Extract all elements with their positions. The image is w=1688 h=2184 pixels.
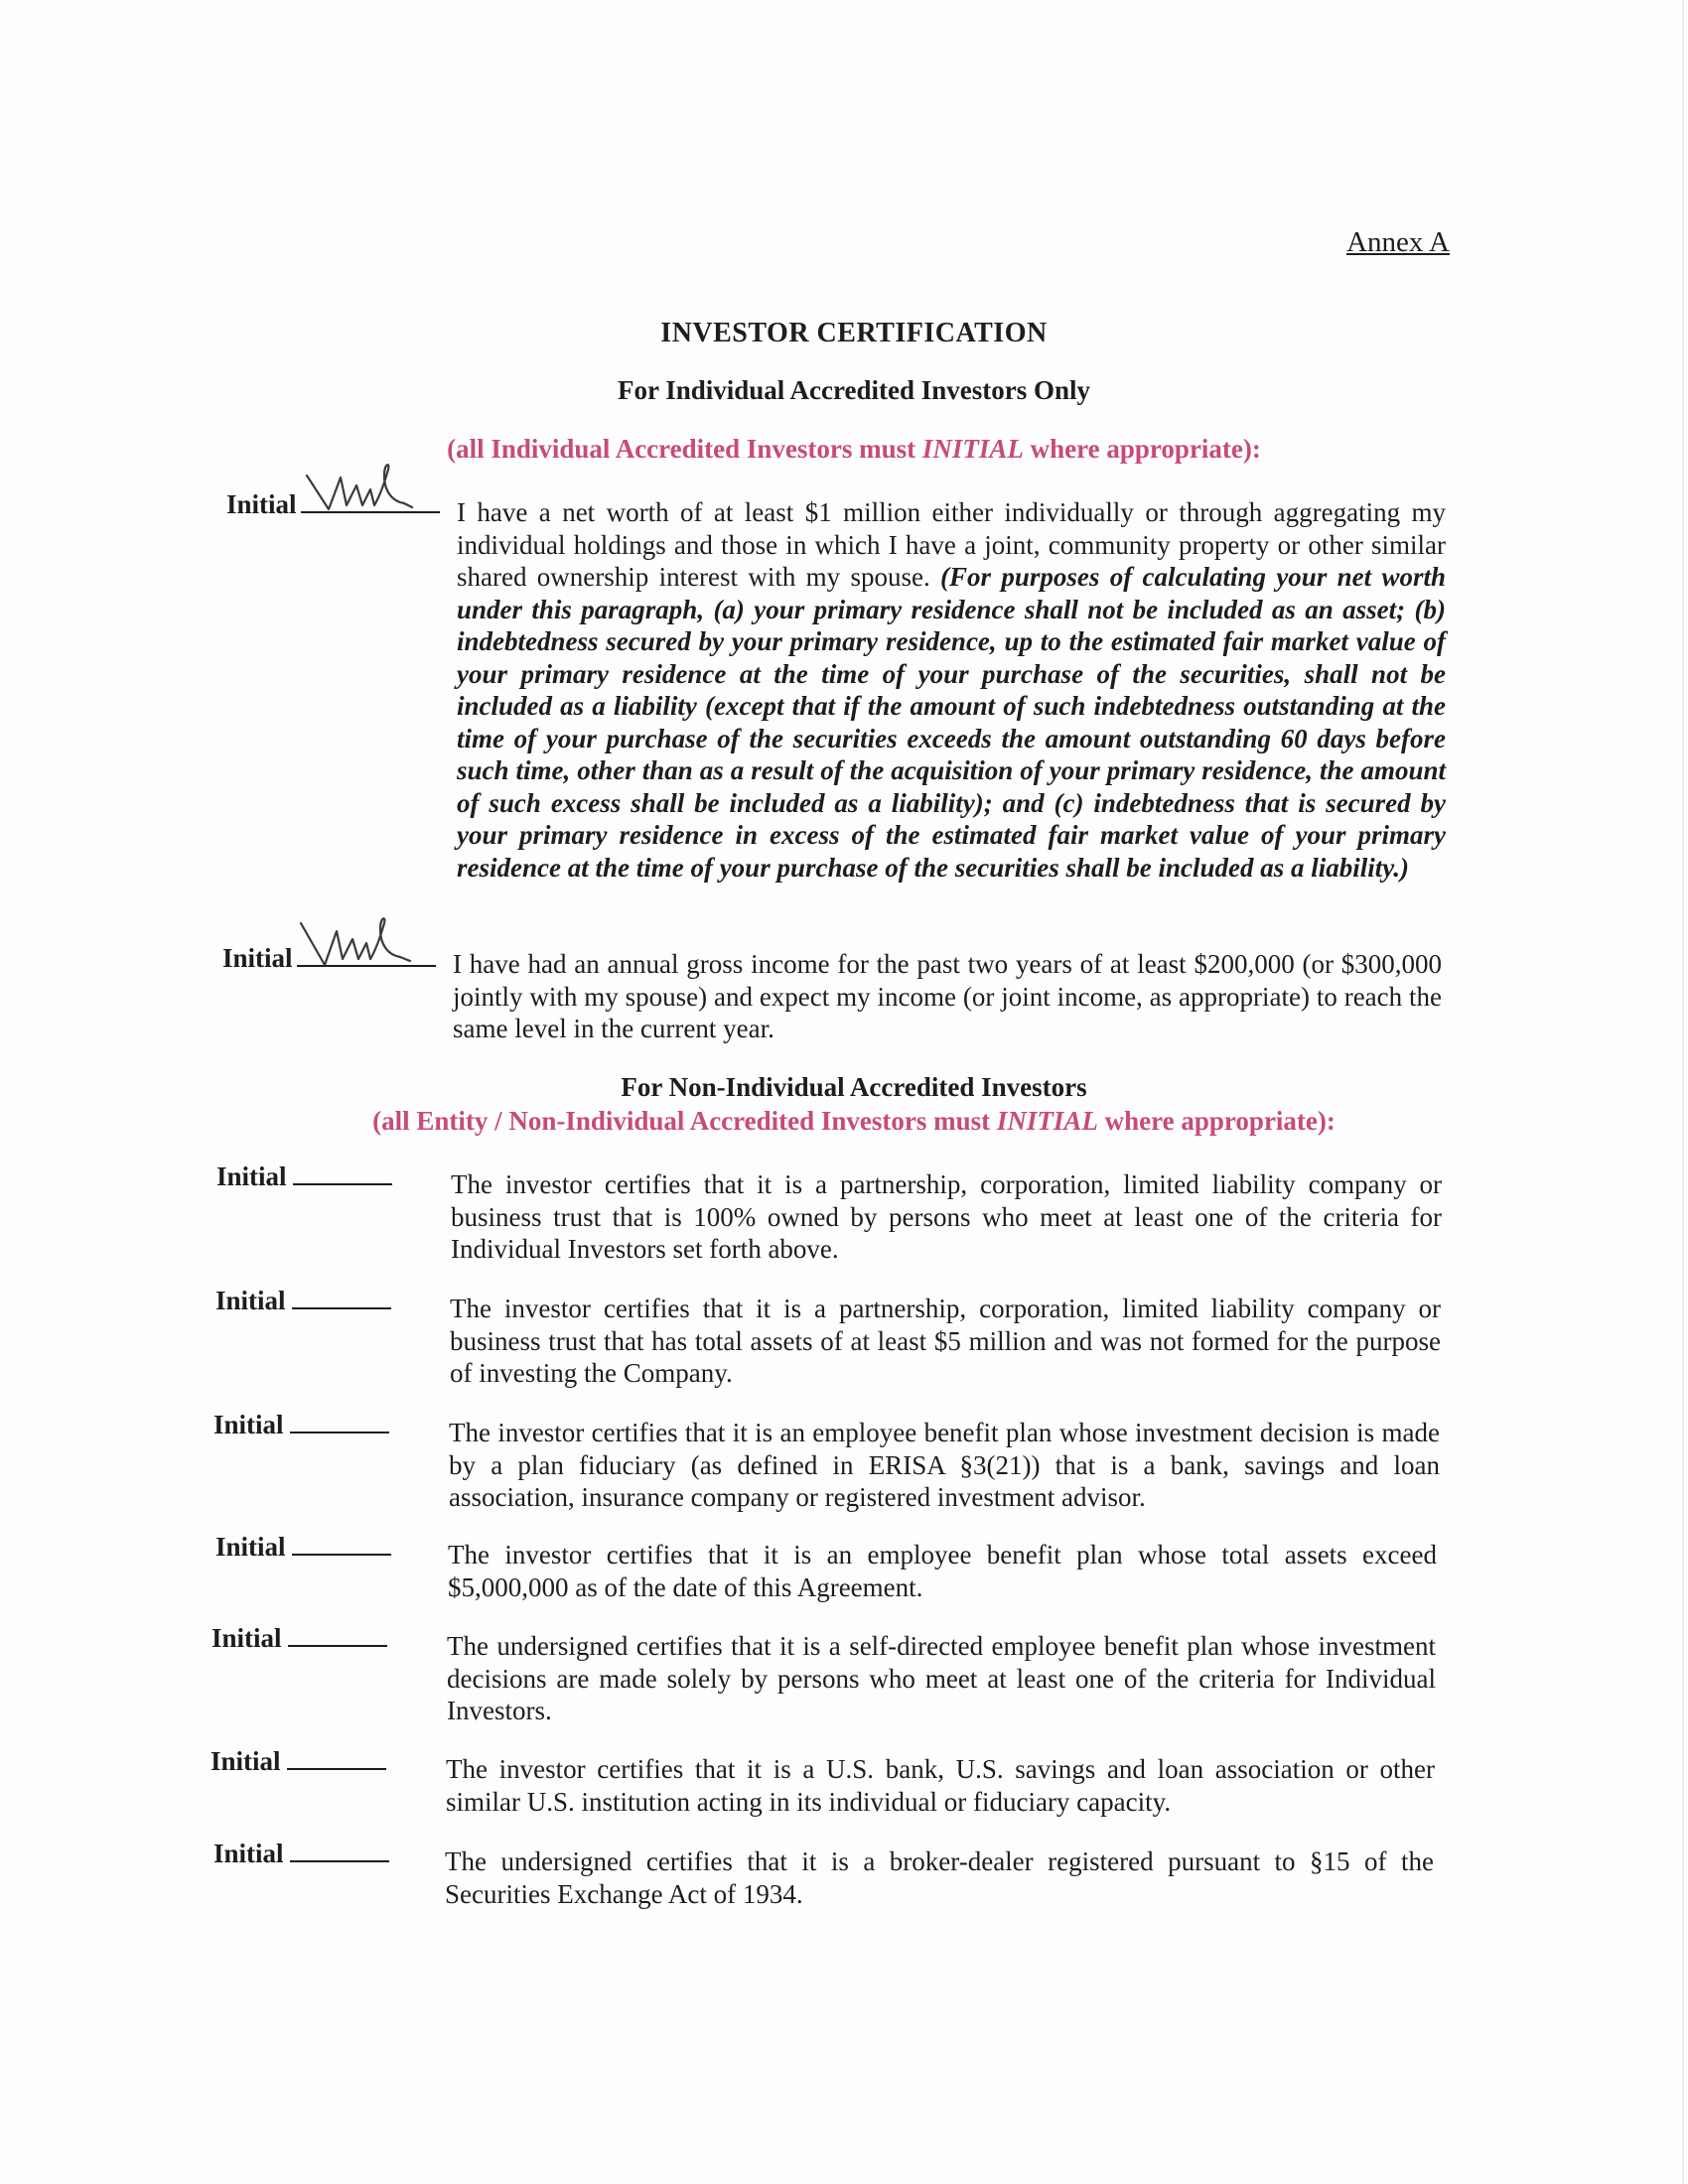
initial-blank-line[interactable] (290, 1412, 389, 1433)
signature-line[interactable] (297, 943, 436, 967)
individual-instruction: (all Individual Accredited Investors must INITIAL where appropriate): (447, 434, 1261, 464)
entity-instruction: (all Entity / Non-Individual Accredited Investors must INITIAL where appropriate): (372, 1106, 1336, 1136)
initial-field-entity-4[interactable]: Initial (215, 1532, 391, 1563)
entity-criterion-7-text: The undersigned certifies that it is a broker-dealer registered pursuant to §15 of the Securities Exchange Act of 1934. (445, 1846, 1434, 1909)
initial-blank-line[interactable] (290, 1841, 389, 1862)
entity-criterion-6-text: The investor certifies that it is a U.S. bank, U.S. savings and loan association or other similar U.S. institution acting in its individual or fiduciary capacity. (446, 1754, 1435, 1817)
initial-blank-line[interactable] (288, 1625, 387, 1647)
handwritten-initial-signature (297, 909, 446, 971)
page-title: INVESTOR CERTIFICATION (660, 318, 1048, 348)
annex-label: Annex A (1346, 226, 1450, 258)
entity-criterion-2-text: The investor certifies that it is a partnership, corporation, limited liability company or business trust that has total assets of at least $5 million and was not formed for the purpose of investing the Company. (450, 1294, 1441, 1388)
individual-criterion-1-text: I have a net worth of at least $1 million either individually or through aggregating my individual holdings and those in which I have a joint, community property or other similar shared ownership interest with my spouse. (For purposes of calculating your net worth under this paragraph, (a) your primary residence shall not be included as an asset; (b) indebtedness secured by your primary residence, up to the estimated fair market value of your primary residence at the time of your purchase of the securities, shall not be included as a liability (except that if the amount of such indebtedness outstanding at the time of your purchase of the securities exceeds the amount outstanding 60 days before such time, other than as a result of the acquisition of your primary residence, the amount of such excess shall be included as a liability); and (c) indebtedness that is secured by your primary residence in excess of the estimated fair market value of your primary residence at the time of your purchase of the securities shall be included as a liability.) (457, 497, 1446, 883)
initial-blank-line[interactable] (293, 1163, 392, 1185)
initial-field-individual-1[interactable]: Initial (226, 489, 440, 520)
entity-criterion-1-text: The investor certifies that it is a partnership, corporation, limited liability company or business trust that is 100% owned by persons who meet at least one of the criteria for Individual Investors set forth above. (451, 1169, 1442, 1264)
initial-field-entity-3[interactable]: Initial (213, 1410, 389, 1440)
initial-blank-line[interactable] (292, 1288, 391, 1309)
initial-blank-line[interactable] (292, 1534, 391, 1556)
initial-field-entity-1[interactable]: Initial (216, 1161, 392, 1192)
section-individual-heading: For Individual Accredited Investors Only (617, 375, 1091, 405)
individual-criterion-2-text: I have had an annual gross income for the past two years of at least $200,000 (or $300,000 jointly with my spouse) and expect my income (or joint income, as appropriate) to reach the same level in the current year. (453, 949, 1442, 1043)
entity-criterion-3-text: The investor certifies that it is an employee benefit plan whose investment decision is made by a plan fiduciary (as defined in ERISA §3(21)) that is a bank, savings and loan association, insurance company or registered investment advisor. (449, 1418, 1440, 1512)
signature-line[interactable] (301, 489, 440, 513)
handwritten-initial-signature (301, 456, 450, 517)
entity-criterion-5-text: The undersigned certifies that it is a self-directed employee benefit plan whose investment decisions are made solely by persons who meet at least one of the criteria for Individual Investors. (447, 1631, 1436, 1725)
initial-field-entity-2[interactable]: Initial (215, 1286, 391, 1316)
initial-field-entity-6[interactable]: Initial (211, 1746, 386, 1777)
entity-criterion-4-text: The investor certifies that it is an employee benefit plan whose total assets exceed $5,000,000 as of the date of this Agreement. (448, 1540, 1437, 1602)
section-entity-heading: For Non-Individual Accredited Investors (621, 1072, 1087, 1102)
initial-field-entity-7[interactable]: Initial (213, 1839, 389, 1869)
initial-blank-line[interactable] (287, 1748, 386, 1770)
initial-field-entity-5[interactable]: Initial (211, 1623, 387, 1654)
initial-field-individual-2[interactable]: Initial (222, 943, 436, 974)
